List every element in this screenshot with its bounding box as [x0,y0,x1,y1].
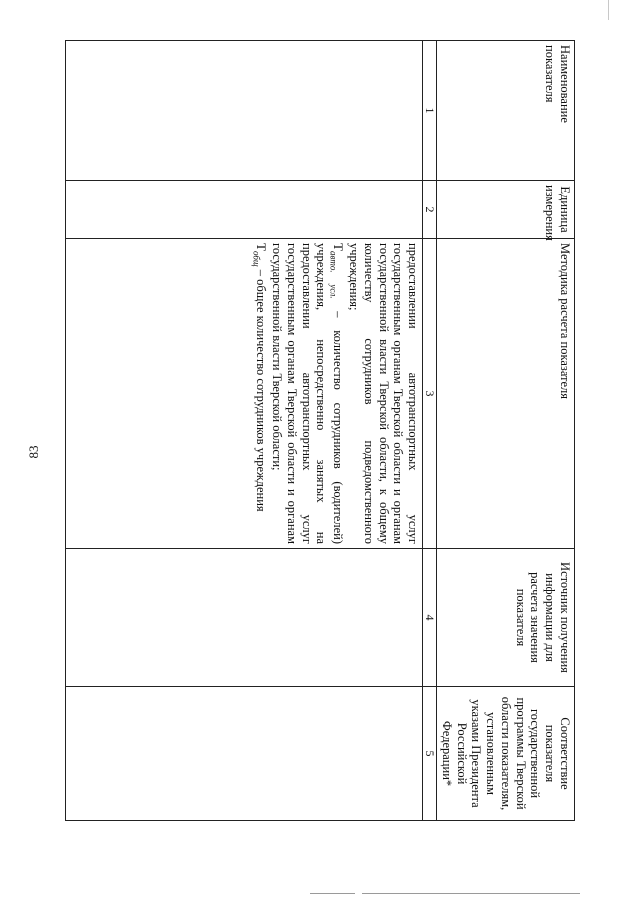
bottom-rule-long [362,893,580,894]
header-source: Источник получения информации для расчета значения показателя [437,549,575,687]
bottom-rule [310,893,355,894]
cell-indicator-name [66,41,423,181]
column-number-2: 2 [423,181,437,239]
column-number-1: 1 [423,41,437,181]
column-number-3: 3 [423,239,437,549]
method-text-2: – количество сотрудников (водителей) учреждения, непосредственно занятых на предоставлении автотранспортных услуг государственным органам Тверской области и органам государственной власти Тверской области; [270,243,346,544]
cell-unit [66,181,423,239]
symbol-t-auto-subscript: авто. усл. [329,250,339,299]
method-text-1: предоставлении автотранспортных услуг государственным органам Тверской области и органам государственной власти Тверской области, к общему количеству сотрудников подведомственного учреждения; [347,243,421,544]
symbol-t-total-subscript: общ [251,250,262,267]
header-method: Методика расчета показателя [437,239,575,549]
header-unit: Единица измерения [437,181,575,239]
column-number-5: 5 [423,687,437,821]
symbol-t-total: Т [254,243,270,251]
method-text-3: – общее количество сотрудников учреждения [254,266,269,512]
table-header-row [437,41,575,821]
table-row [66,41,423,821]
symbol-t-auto: Т [331,243,347,251]
page-number: 83 [26,445,41,459]
header-indicator-name: Наименование показателя [437,41,575,181]
cell-method [66,239,423,549]
cell-source [66,549,423,687]
rotated-table-wrapper [65,40,575,820]
scan-edge-mark [608,0,609,20]
indicator-table [65,40,575,821]
column-number-4: 4 [423,549,437,687]
cell-compliance [66,687,423,821]
header-compliance: Соответствие показателя государственной программы Тверской области показателям, установленным указами Президента Российской Федерации* [437,687,575,821]
column-number-row [423,41,437,821]
